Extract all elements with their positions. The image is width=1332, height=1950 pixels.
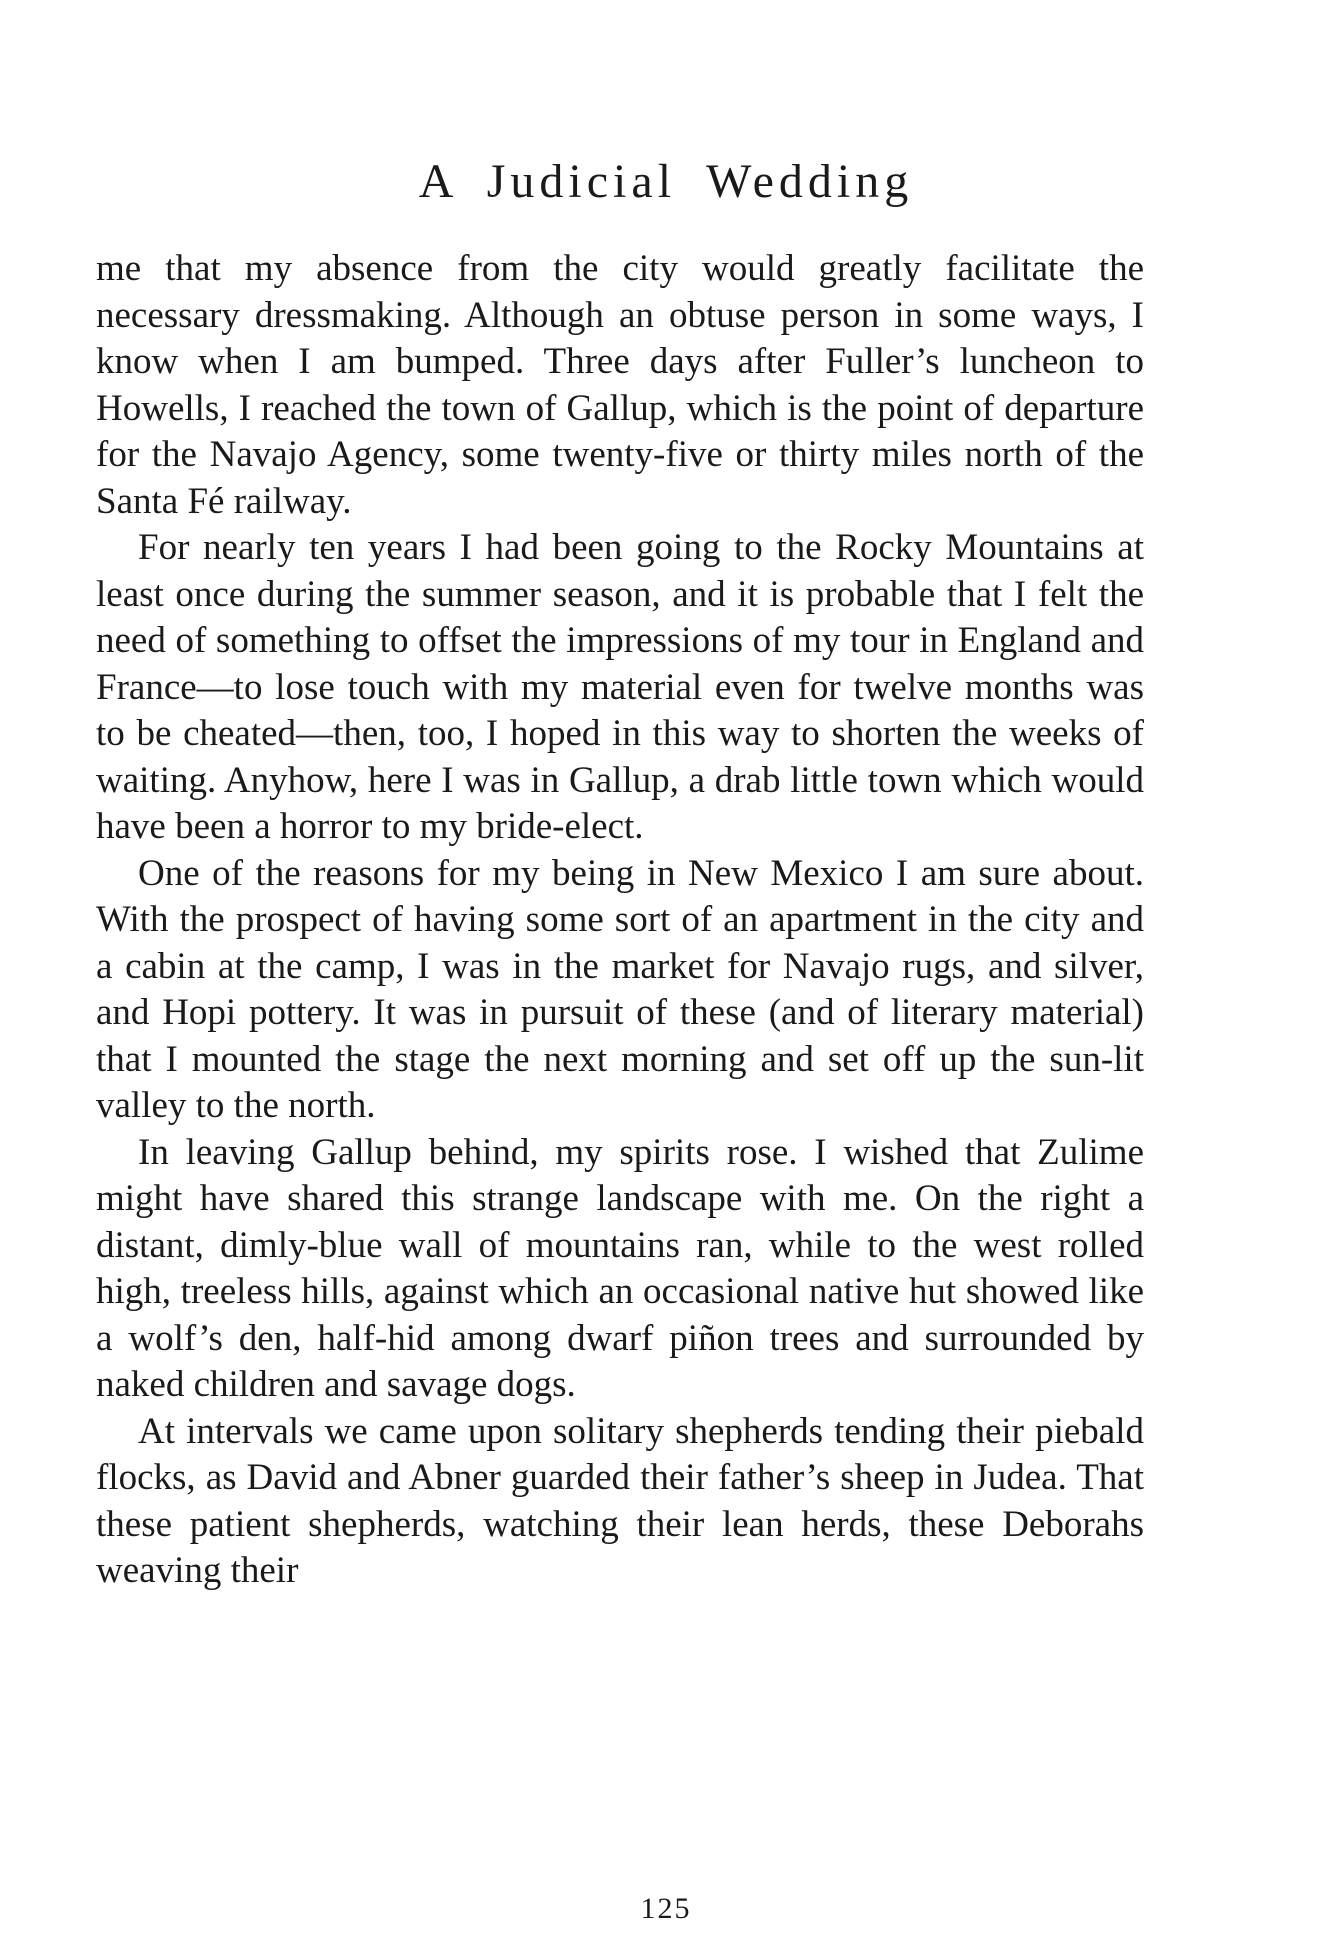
paragraph-new-mexico: One of the reasons for my being in New Mexico I am sure about. With the prospect of having some sort of an apartment in the city and a cabin at the camp, I was in the market for Navajo rugs, and silver, and Hopi pottery. It was in pursuit of these (and of literary material) that I mounted the stage the next morning and set off up the sun-lit valley to the north. xyxy=(96,852,1144,1126)
running-head: A Judicial Wedding xyxy=(418,155,914,208)
paragraph-shepherds: At intervals we came upon solitary shepherds tending their piebald flocks, as David and Abner guarded their father’s sheep in Judea. That these patient shepherds, watching their lean herds, these Deborahs weaving their xyxy=(96,1410,1144,1591)
page-number: 125 xyxy=(640,1892,692,1925)
body-text xyxy=(96,246,1144,1595)
paragraph-leaving-gallup: In leaving Gallup behind, my spirits rose. I wished that Zulime might have shared this strange landscape with me. On the right a distant, dimly-blue wall of mountains ran, while to the west rolled high, treeless hills, against which an occasional native hut showed like a wolf’s den, half-hid among dwarf piñon trees and surrounded by naked children and savage dogs. xyxy=(96,1131,1144,1405)
paragraph-continued: me that my absence from the city would greatly facilitate the necessary dressmaking. Although an obtuse person in some ways, I know when I am bumped. Three days after Fuller’s luncheon to Howells, I reached the town of Gallup, which is the point of departure for the Navajo Agency, some twenty-five or thirty miles north of the Santa Fé railway. xyxy=(96,248,1144,522)
paragraph-rocky-mountains: For nearly ten years I had been going to the Rocky Mountains at least once during the summer season, and it is probable that I felt the need of something to offset the impressions of my tour in England and France—to lose touch with my material even for twelve months was to be cheated—then, too, I hoped in this way to shorten the weeks of waiting. Anyhow, here I was in Gallup, a drab little town which would have been a horror to my bride-elect. xyxy=(96,527,1144,847)
